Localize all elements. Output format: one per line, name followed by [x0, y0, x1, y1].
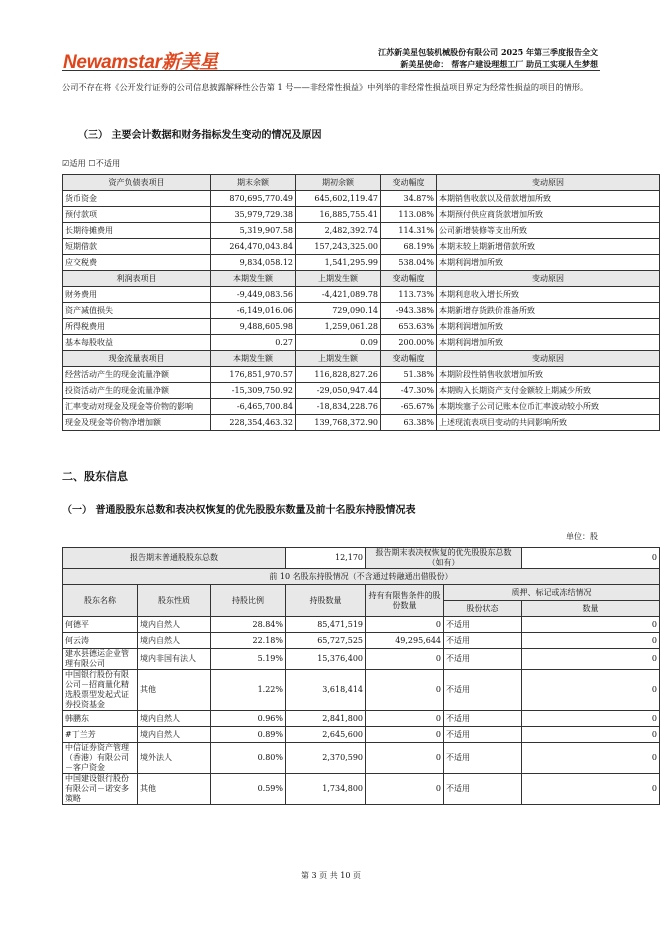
shareholder-quantity: 1,734,800 [286, 774, 366, 805]
table1-cell: 资产减值损失 [63, 303, 211, 319]
total-holders-value: 12,170 [286, 548, 366, 569]
shareholder-name: 何德平 [63, 617, 138, 633]
table-row [63, 207, 660, 223]
col-amount: 数量 [522, 601, 660, 617]
shareholder-nature: 境内自然人 [138, 617, 211, 633]
financial-changes-table [62, 174, 660, 431]
table1-cell: -15,309,750.92 [211, 383, 296, 399]
table1-cell: 本期购入长期资产支付金额较上期减少所致 [437, 383, 660, 399]
table1-cell: 538.04% [381, 255, 437, 271]
table1-cell: 经营活动产生的现金流量净额 [63, 367, 211, 383]
table1-header-cell: 利润表项目 [63, 271, 211, 287]
table-row [63, 191, 660, 207]
table1-cell: 长期待摊费用 [63, 223, 211, 239]
table1-cell: 16,885,755.41 [296, 207, 381, 223]
table-row [63, 649, 660, 670]
table1-cell: 公司新增装修等支出所致 [437, 223, 660, 239]
preferred-holders-label: 报告期末表决权恢复的优先股股东总数（如有） [366, 548, 522, 569]
shareholder-restricted: 0 [366, 727, 444, 743]
table1-cell: 157,243,325.00 [296, 239, 381, 255]
col-ratio: 持股比例 [211, 585, 286, 617]
table1-cell: 139,768,372.90 [296, 415, 381, 431]
table1-cell: 113.08% [381, 207, 437, 223]
table1-cell: 本期末较上期新增借款所致 [437, 239, 660, 255]
table1-cell: 预付款项 [63, 207, 211, 223]
table1-cell: 本期利润增加所致 [437, 319, 660, 335]
table1-cell: 645,602,119.47 [296, 191, 381, 207]
table1-cell: 35,979,729.38 [211, 207, 296, 223]
table1-cell: 2,482,392.74 [296, 223, 381, 239]
table1-cell: 财务费用 [63, 287, 211, 303]
table1-cell: 176,851,970.57 [211, 367, 296, 383]
table1-cell: 9,488,605.98 [211, 319, 296, 335]
shareholder-status: 不适用 [444, 617, 522, 633]
table1-cell: 228,354,463.32 [211, 415, 296, 431]
table1-header-cell: 变动幅度 [381, 351, 437, 367]
table1-cell: 本期阶段性销售收款增加所致 [437, 367, 660, 383]
shareholder-restricted: 0 [366, 711, 444, 727]
table1-cell: 870,695,770.49 [211, 191, 296, 207]
table1-cell: 汇率变动对现金及现金等价物的影响 [63, 399, 211, 415]
table1-cell: -29,050,947.44 [296, 383, 381, 399]
company-logo: Newamstar新美星 [63, 52, 218, 73]
shareholder-quantity: 65,727,525 [286, 633, 366, 649]
table1-header-cell: 现金流量表项目 [63, 351, 211, 367]
table1-cell: 116,828,827.26 [296, 367, 381, 383]
shareholder-quantity: 2,370,590 [286, 743, 366, 774]
shareholder-amount: 0 [522, 670, 660, 711]
table1-cell: 货币资金 [63, 191, 211, 207]
table-row [63, 633, 660, 649]
table1-cell: 5,319,907.58 [211, 223, 296, 239]
table1-cell: 0.09 [296, 335, 381, 351]
page-footer: 第 3 页 共 10 页 [301, 871, 361, 880]
col-name: 股东名称 [63, 585, 138, 617]
table-row [63, 727, 660, 743]
table-row [63, 774, 660, 805]
shareholder-name: 中国建设银行股份有限公司－诺安多策略 [63, 774, 138, 805]
table1-cell: 现金及现金等价物净增加额 [63, 415, 211, 431]
table1-cell: 基本每股收益 [63, 335, 211, 351]
section3-title: （三） 主要会计数据和财务指标发生变动的情况及原因 [78, 130, 322, 141]
table1-cell: -18,834,228.76 [296, 399, 381, 415]
top10-title: 前 10 名股东持股情况（不含通过转融通出借股份） [63, 569, 660, 585]
table1-cell: -6,149,016.06 [211, 303, 296, 319]
table1-cell: 113.73% [381, 287, 437, 303]
table1-cell: 34.87% [381, 191, 437, 207]
table-row [63, 319, 660, 335]
checkbox-applicable: ☑适用 [62, 158, 86, 168]
shareholder-status: 不适用 [444, 727, 522, 743]
table1-cell: 729,090.14 [296, 303, 381, 319]
total-holders-label: 报告期末普通股股东总数 [63, 548, 286, 569]
table1-cell: 短期借款 [63, 239, 211, 255]
table1-header-cell: 期初余额 [296, 175, 381, 191]
table-row [63, 239, 660, 255]
shareholder-restricted: 0 [366, 649, 444, 670]
shareholder-ratio: 0.80% [211, 743, 286, 774]
shareholder-quantity: 15,376,400 [286, 649, 366, 670]
table1-cell: -6,465,700.84 [211, 399, 296, 415]
table-row [63, 367, 660, 383]
shareholder-nature: 境内非国有法人 [138, 649, 211, 670]
shareholder-status: 不适用 [444, 649, 522, 670]
shareholder-amount: 0 [522, 711, 660, 727]
shareholder-nature: 境内自然人 [138, 633, 211, 649]
table1-header-cell: 变动幅度 [381, 175, 437, 191]
table-row [63, 711, 660, 727]
shareholder-status: 不适用 [444, 633, 522, 649]
company-mission: 新美星使命： 帮客户建设理想工厂 助员工实现人生梦想 [400, 59, 598, 69]
shareholder-quantity: 2,841,800 [286, 711, 366, 727]
table1-cell: 9,834,058.12 [211, 255, 296, 271]
shareholder-amount: 0 [522, 727, 660, 743]
shareholder-status: 不适用 [444, 743, 522, 774]
table1-cell: 上述现流表项目变动的共同影响所致 [437, 415, 660, 431]
table-row [63, 335, 660, 351]
intro-paragraph: 公司不存在将《公开发行证券的公司信息披露解释性公告第 1 号——非经常性损益》中列举的非经常性损益项目界定为经常性损益的项目的情形。 [62, 82, 589, 92]
shareholder-name: 建水县德运企业管理有限公司 [63, 649, 138, 670]
shareholder-restricted: 0 [366, 774, 444, 805]
table1-cell: -47.30% [381, 383, 437, 399]
table-row [63, 223, 660, 239]
unit-label: 单位：股 [566, 532, 598, 541]
shareholder-nature: 其他 [138, 670, 211, 711]
shareholder-ratio: 22.18% [211, 633, 286, 649]
shareholder-nature: 境内自然人 [138, 711, 211, 727]
table1-header-cell: 变动原因 [437, 351, 660, 367]
col-restricted: 持有有限售条件的股份数量 [366, 585, 444, 617]
checkbox-not-applicable: ☐不适用 [88, 158, 121, 168]
table1-header-cell: 变动原因 [437, 271, 660, 287]
shareholder-quantity: 3,618,414 [286, 670, 366, 711]
table-row [63, 670, 660, 711]
table1-cell: 264,470,043.84 [211, 239, 296, 255]
shareholder-name: 中信证券资产管理（香港）有限公司－客户资金 [63, 743, 138, 774]
shareholder-name: 韩鹏东 [63, 711, 138, 727]
shareholder-status: 不适用 [444, 670, 522, 711]
table1-cell: 200.00% [381, 335, 437, 351]
applicability-checkboxes [62, 158, 120, 169]
table1-header-cell: 变动原因 [437, 175, 660, 191]
shareholder-amount: 0 [522, 649, 660, 670]
col-pledge: 质押、标记或冻结情况 [444, 585, 660, 601]
shareholder-amount: 0 [522, 743, 660, 774]
table-row [63, 617, 660, 633]
shareholder-restricted: 0 [366, 743, 444, 774]
shareholders-table [62, 547, 660, 805]
shareholder-nature: 其他 [138, 774, 211, 805]
table1-cell: -9,449,083.56 [211, 287, 296, 303]
table1-cell: 51.38% [381, 367, 437, 383]
table1-cell: 114.31% [381, 223, 437, 239]
table1-cell: 本期销售收款以及借款增加所致 [437, 191, 660, 207]
table1-cell: 0.27 [211, 335, 296, 351]
shareholder-ratio: 1.22% [211, 670, 286, 711]
table1-cell: 653.63% [381, 319, 437, 335]
table1-header-cell: 本期发生额 [211, 271, 296, 287]
table1-cell: 1,541,295.99 [296, 255, 381, 271]
table1-header-cell: 期末余额 [211, 175, 296, 191]
shareholder-nature: 境内自然人 [138, 727, 211, 743]
shareholder-ratio: 0.59% [211, 774, 286, 805]
shareholder-nature: 境外法人 [138, 743, 211, 774]
section2-title: 二、股东信息 [62, 470, 128, 483]
table1-cell: -4,421,089.78 [296, 287, 381, 303]
shareholder-quantity: 85,471,519 [286, 617, 366, 633]
shareholder-amount: 0 [522, 617, 660, 633]
table-row [63, 287, 660, 303]
table1-header-cell: 本期发生额 [211, 351, 296, 367]
table1-cell: 本期新增存货跌价准备所致 [437, 303, 660, 319]
table1-header-cell: 上期发生额 [296, 351, 381, 367]
table1-header-cell: 上期发生额 [296, 271, 381, 287]
table1-cell: -65.67% [381, 399, 437, 415]
shareholder-name: 何云涛 [63, 633, 138, 649]
table-row [63, 303, 660, 319]
table1-cell: 1,259,061.28 [296, 319, 381, 335]
preferred-holders-value: 0 [522, 548, 660, 569]
shareholder-restricted: 0 [366, 670, 444, 711]
table1-cell: 本期利息收入增长所致 [437, 287, 660, 303]
shareholder-restricted: 0 [366, 617, 444, 633]
shareholders-subtitle: （一） 普通股股东总数和表决权恢复的优先股股东数量及前十名股东持股情况表 [62, 505, 416, 516]
col-nature: 股东性质 [138, 585, 211, 617]
shareholder-ratio: 0.89% [211, 727, 286, 743]
table-row [63, 743, 660, 774]
table1-header-cell: 变动幅度 [381, 271, 437, 287]
header-divider [62, 70, 600, 71]
table1-cell: 63.38% [381, 415, 437, 431]
shareholder-amount: 0 [522, 633, 660, 649]
table1-cell: 投资活动产生的现金流量净额 [63, 383, 211, 399]
shareholder-status: 不适用 [444, 711, 522, 727]
shareholder-status: 不适用 [444, 774, 522, 805]
table1-cell: 本期预付供应商货款增加所致 [437, 207, 660, 223]
shareholder-ratio: 28.84% [211, 617, 286, 633]
table1-cell: 所得税费用 [63, 319, 211, 335]
table-row [63, 415, 660, 431]
table1-cell: 本期利润增加所致 [437, 255, 660, 271]
shareholder-ratio: 5.19% [211, 649, 286, 670]
table1-cell: -943.38% [381, 303, 437, 319]
shareholder-amount: 0 [522, 774, 660, 805]
col-status: 股份状态 [444, 601, 522, 617]
table1-cell: 本期埃塞子公司记账本位币汇率波动较小所致 [437, 399, 660, 415]
table1-header-cell: 资产负债表项目 [63, 175, 211, 191]
shareholder-quantity: 2,645,600 [286, 727, 366, 743]
table-row [63, 255, 660, 271]
table1-cell: 应交税费 [63, 255, 211, 271]
shareholder-ratio: 0.96% [211, 711, 286, 727]
table-row [63, 399, 660, 415]
shareholder-restricted: 49,295,644 [366, 633, 444, 649]
shareholder-name: 中国银行股份有限公司－招商量化精选股票型发起式证券投资基金 [63, 670, 138, 711]
table1-cell: 68.19% [381, 239, 437, 255]
shareholder-name: #丁兰芳 [63, 727, 138, 743]
table-row [63, 383, 660, 399]
table1-cell: 本期利润增加所致 [437, 335, 660, 351]
col-quantity: 持股数量 [286, 585, 366, 617]
report-title: 江苏新美星包装机械股份有限公司 2025 年第三季度报告全文 [378, 47, 598, 57]
